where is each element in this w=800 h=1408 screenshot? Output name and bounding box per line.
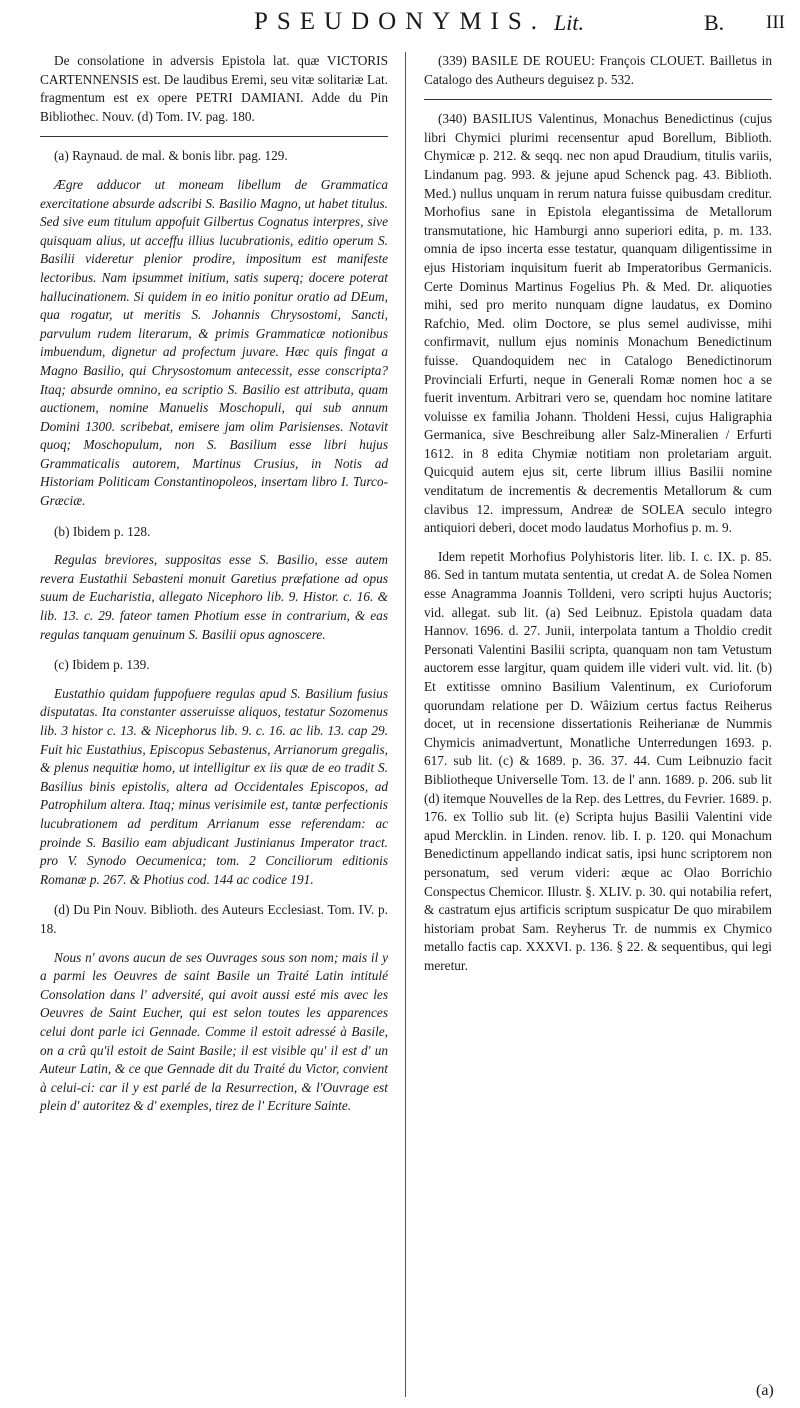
footnote-d-label: (d) Du Pin Nouv. Biblioth. des Auteurs Ecclesiast. Tom. IV. p. 18. [40, 902, 388, 936]
page-number: III [766, 12, 785, 33]
rule [40, 136, 388, 137]
footnote-a-label: (a) Raynaud. de mal. & bonis libr. pag. 129. [54, 148, 288, 164]
section-label: Lit. [554, 10, 584, 35]
footnote-a-text: Ægre adducor ut moneam libellum de Grammatica exercitatione absurde adscribi S. Basilio Magno, ut habet titulus. Sed sive eum titulum appofuit Gilbertus Cognatus interpres, sive quisquam alius, ut acceffu illius lucubrationis, editio operum S. Basilii videretur plenior prodire, impositum est manifeste lectoribus. Nam ipsummet initium, satis superq; docere poterat hallucinationem. Si quidem in eo initio ponitur oratio ad DEum, qua rogatur, ut meritis S. Johannis Chrysostomi, Sancti, parvulum rudem literarum, & primis Grammaticæ notionibus imbuendum, dignetur ad profectum juvare. Hæc quis fingat a Magno Basilio, qui Chrysostomum antecessit, esse conscripta? Itaq; absurde omnino, ea scriptio S. Basilio est attributa, quam auctionem, nomine Manuelis Moschopuli, qui sub annum Domini 1300. scribebat, emisere jam olim Parisienses. Notavit quoq; Moschopulum, non S. Basilium esse libri hujus Grammaticalis autorem, Martinus Crusius, in Notis ad Historiam Politicam Constantinopoleos, insertam libro I. Turco-Græciæ. [40, 176, 388, 509]
intro-paragraph: De consolatione in adversis Epistola lat. quæ VICTORIS CARTENNENSIS est. De laudibus Eremi, seu vitæ solitariæ Lat. fragmentum est ex opere PETRI DAMIANI. Adde du Pin Bibliothec. Nouv. (d) Tom. IV. pag. 180. [40, 53, 388, 124]
footnote-b-label: (b) Ibidem p. 128. [54, 523, 151, 539]
footnote-d-text: Nous n' avons aucun de ses Ouvrages sous son nom; mais il y a parmi les Oeuvres de saint Basile un Traité Latin intitulé Consolation dans l' adversité, qui avoit aussi esté mis avec les Oeuvres de Saint Eucher, qui est selon toutes les apparences celui dont parle ici Gennade. Comme il estoit adressé à Basile, on a crû qu'il estoit de Saint Basile; il est visible qu' il est d' un Auteur Latin, & ce que Gennade dit du Traité du Victor, convient à celui-ci: car il y est parlé de la Resurrection, & l'Ouvrage est plein d' autoritez & d' exemples, tirez de l' Ecriture Sainte. [40, 949, 388, 1114]
left-column [40, 52, 388, 1128]
entry-339: (339) BASILE DE ROUEU: François CLOUET. Bailletus in Catalogo des Autheurs deguisez p. 532. [424, 53, 772, 87]
entry-340-continued: Idem repetit Morhofius Polyhistoris liter. lib. I. c. IX. p. 85. 86. Sed in tantum mutata sententia, ut credat A. de Solea Nomen esse Anagramma Joannis Tolldeni, vero scripti hujus Auctoris; vid. allegat. sub lit. (a) Sed Leibnuz. Epistola quadam data Hannov. 1696. d. 27. Junii, interpolata tantum a Tholdio credit Personati Valentini Basilii scripta, quanquam non tam Vetustum auctorem esse largitur, quam quidem ille videri vult. vid. lit. (b) Et extitisse omnino Basilium Valentinum, ex Curioforum quorundam relatione per D. Wâizium certus factus Reiherus docet, ut in recensione dissertationis Reiherianæ de Nummis Chymicis animadvertunt, Monatliche Unterredungen 1693. p. 617. sub lit. (c) & 1689. p. 36. 37. 44. Cum Leibnuzio facit Bibliotheque Universelle Tom. 13. de l' ann. 1689. p. 206. sub lit (d) itemque Nouvelles de la Rep. des Lettres, du Fevrier. 1689. p. 176. ex Tollio sub lit. (e) Scripta hujus Basilii Valentini vide apud Mercklin. in Linden. renov. lib. I. p. 120. qui Monachum Benedictinum appellando indicat satis, ipsi hunc scriptorem non personatum, sed verum videri: æque ac Olao Borrichio Conspectus Chemicor. Illustr. §. XLIV. p. 30. qui notabilia refert, & castratum ejus artificis scriptum suspicatur De quo mirabilem historiam probat Sam. Reyherus Tr. de nummis ex Chymico metallo factis cap. XXXVI. p. 136. § 22. & sequentibus, qui legi meretur. [424, 548, 772, 973]
running-header [0, 8, 800, 48]
entry-340: (340) BASILIUS Valentinus, Monachus Benedictinus (cujus libri Chymici plurimi recensentur apud Borellum, Biblioth. Chymicæ p. 212. & seqq. nec non apud Draudium, titulis variis, Lindanum pag. 993. & jejune apud Schenck pag. 43. Biblioth. Med.) nullus unquam in rerum natura fuisse quibusdam creditur. Morhofius sane in Epistola elegantissima de Metallorum transmutatione, hic Hamburgi anno superiori edita, p. m. 133. omnia de ipso incerta esse testatur, quanquam diligentissime in ejus Historiam inquisitum fuerit ab Imperatoribus Germanicis. Certe Dominus Martinus Fogelius Ph. & Med. Dr. aliquoties mihi, sed pro merito nunquam digne laudatus, ex Domino Rafchio, Med. olim Doctore, se plus semel audivisse, mihi confirmavit, nullum ejus nominis Monachum Benedictinum fuisse. Quandoquidem nec in Catalogo Benedictinorum Provinciali Erfurti, neque in Generali Romæ nomen hoc a se fuerit inventum. Arbitrari vero se, quendam hoc nomine latitare voluisse ex familia Johann. Tholdeni Hessi, cujus Haligraphia Germanica, sive Beschreibung aller Salz-Mineralien / Erfurti 1612. in 8 edita Chymiæ notitiam non proletariam arguit. Quicquid autem ejus sit, certe librum illius Basilii nomine venditatum de incrementis & decrementis Metallorum & cum clavibus 12. impressum, Andreæ de SOLEA seculo integro antiquiori deberi, docet modo laudatus Morhofius p. m. 9. [424, 111, 772, 536]
right-column [424, 52, 772, 986]
signature-mark: (a) [756, 1382, 774, 1399]
running-title: PSEUDONYMIS. [253, 8, 547, 35]
section-letter: B. [704, 10, 725, 35]
footnote-c-text: Eustathio quidam fuppofuere regulas apud S. Basilium fusius disputatas. Ita constanter asseruisse aliquos, testatur Sozomenus lib. 3 histor c. 13. & Nicephorus lib. 9. c. 16. ac lib. 13. cap 29. Fuit hic Eustathius, Episcopus Sebastenus, Arrianorum gregalis, & plenus nequitiæ homo, ut intelligitur ex iis quæ de eo tradit S. Basilius binis epistolis, altera ad Occidentales Episcopos, ad Patrophilum altera. Itaq; minus verisimile est, tantæ perfectionis lucubrationem ad perditum Arrianum esse referendam: ac proinde S. Basilio eam abjudicant Justinianus Imperator tract. pro V. Synodo Oecumenica; tom. 2 Conciliorum editionis Romanæ p. 267. & Photius cod. 144 ac codice 191. [40, 685, 388, 887]
footnote-b-text: Regulas breviores, suppositas esse S. Basilio, esse autem revera Eustathii Sebasteni monuit Garetius præfatione ad opus suum de Eucharistia, allegato Nicephoro lib. 9. Histor. c. 16. & lib. 13. c. 29. fateor tamen Photium esse in contrarium, & eas regulas tanquam genuinum S. Basilii opus agnoscere. [40, 552, 388, 642]
column-divider [405, 52, 406, 1397]
footnote-c-label: (c) Ibidem p. 139. [54, 657, 150, 673]
rule [424, 99, 772, 100]
